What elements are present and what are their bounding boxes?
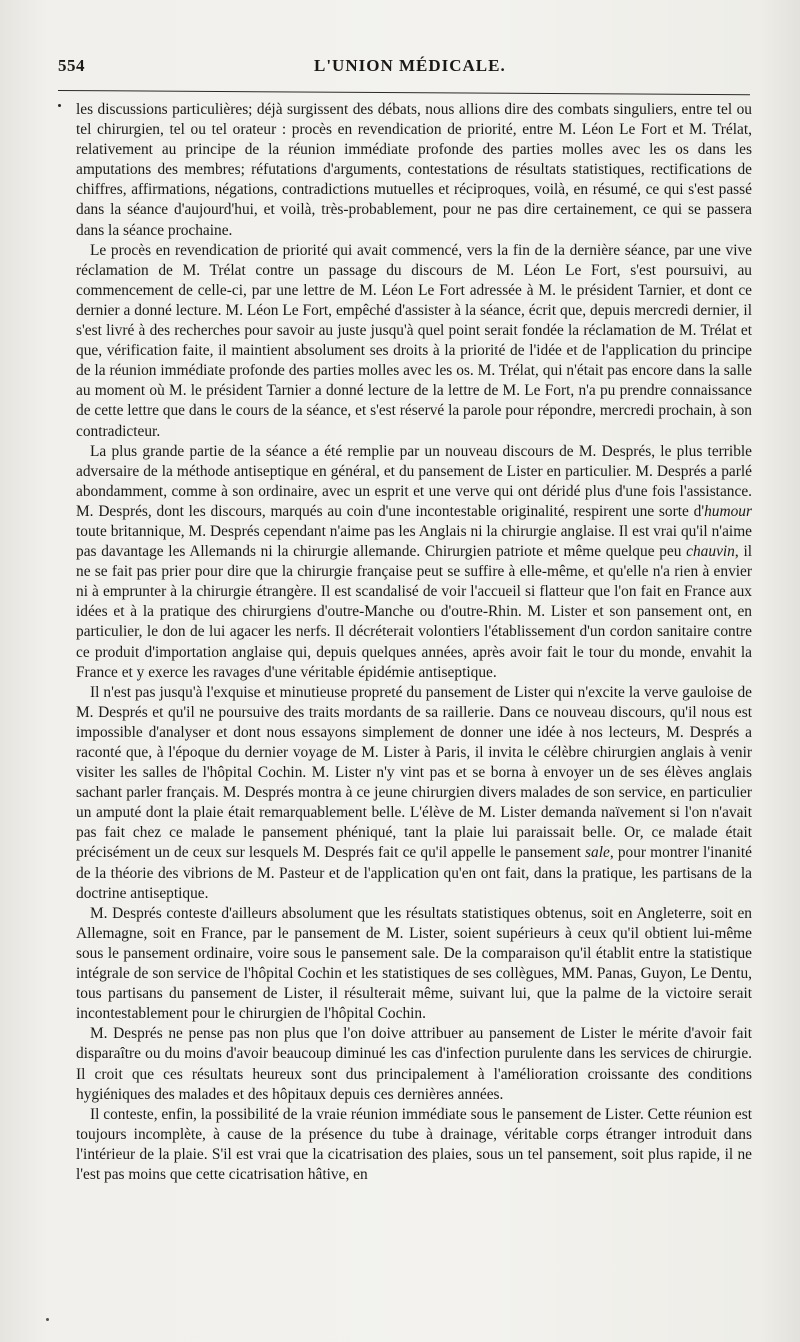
margin-mark xyxy=(58,104,61,107)
article-body xyxy=(76,100,752,1185)
paragraph xyxy=(76,442,752,683)
paragraph: M. Després conteste d'ailleurs absolument que les résultats statistiques obtenus, soit en Angleterre, soit en Allemagne, soit en France, par le pansement de M. Lister, soient supérieurs à ceux qu'il obtient lui-même sous le pansement ordinaire, voire sous le pansement sale. De la comparaison qu'il établit entre la statistique intégrale de son service de l'hôpital Cochin et les statistiques de ses collègues, MM. Panas, Guyon, Le Dentu, tous partisans du pansement de Lister, il résulterait même, suivant lui, que la palme de la victoire serait incontestablement pour le chirurgien de l'hôpital Cochin. xyxy=(76,904,752,1023)
paragraph: les discussions particulières; déjà surgissent des débats, nous allions dire des combats singuliers, entre tel ou tel chirurgien, tel ou tel orateur : procès en revendication de priorité, entre M. Léon Le Fort et M. Trélat, relativement au principe de la réunion immédiate profonde des parties molles avec les os dans les amputations des membres; réfutations d'arguments, contestations de résultats statistiques, rectifications de chiffres, affirmations, négations, contradictions mutuelles et réciproques, voilà, en résumé, ce qui s'est passé dans la séance d'aujourd'hui, et voilà, très-probablement, pour ne pas dire certainement, ce qui se passera dans la séance prochaine. xyxy=(76,101,752,239)
margin-mark xyxy=(46,1318,49,1321)
paragraph-segment: toute britannique, M. Després cependant n'aime pas les Anglais ni la chirurgie anglaise. Il est vrai qu'il n'aime pas davantage les Allemands ni la chirurgie allemande. Chirurgien patriote et même quelque peu xyxy=(76,522,752,561)
paragraph-segment: , pour montrer l'inanité de la théorie des vibrions de M. Pasteur et de l'application qu'en ont fait, dans la pratique, les partisans de la doctrine antiseptique. xyxy=(76,844,752,902)
paragraph-segment: , il ne se fait pas prier pour dire que la chirurgie française peut se suffire à elle-même, et qu'elle n'a rien à envier ni à emprunter à la chirurgie étrangère. Il est scandalisé de voir l'accueil si flatteur que l'on fait en France aux idées et à la pratique des chirurgiens d'outre-Manche ou d'outre-Rhin. M. Lister et son pansement ont, en particulier, le don de lui agacer les nerfs. Il décréterait volontiers l'établissement d'un cordon sanitaire contre ce produit d'importation anglaise qui, depuis quelques années, après avoir fait le tour du monde, envahit la France et y exerce les ravages d'une véritable épidémie antiseptique. xyxy=(76,543,752,681)
header-rule xyxy=(58,90,750,95)
italic-term: humour xyxy=(704,502,752,520)
page-number: 554 xyxy=(58,56,85,75)
italic-term: chauvin xyxy=(686,543,735,561)
page-header xyxy=(58,56,748,84)
paragraph: M. Després ne pense pas non plus que l'on doive attribuer au pansement de Lister le mérite d'avoir fait disparaître ou du moins d'avoir beaucoup diminué les cas d'infection purulente dans les services de chirurgie. Il croit que ces résultats heureux sont dus principalement à l'amélioration croissante des conditions hygiéniques des malades et des hôpitaux depuis ces dernières années. xyxy=(76,1025,752,1103)
paragraph xyxy=(76,683,752,904)
running-title: L'UNION MÉDICALE. xyxy=(314,56,506,75)
paragraph-segment: La plus grande partie de la séance a été remplie par un nouveau discours de M. Després, le plus terrible adversaire de la méthode antiseptique en général, et du pansement de Lister en particulier. M. Després a parlé abondamment, comme à son ordinaire, avec un esprit et une verve qui ont déridé plus d'une fois l'assistance. M. Després, dont les discours, marqués au coin d'une incontestable originalité, respirent une sorte d' xyxy=(76,442,752,520)
paragraph-segment: Il n'est pas jusqu'à l'exquise et minutieuse propreté du pansement de Lister qui n'excite la verve gauloise de M. Després et qu'il ne poursuive des traits mordants de sa raillerie. Dans ce nouveau discours, qu'il nous est impossible d'analyser et dont nous essayons simplement de donner une idée à nos lecteurs, M. Després a raconté que, à l'époque du dernier voyage de M. Lister à Paris, il invita le célèbre chirurgien anglais à venir visiter les salles de l'hôpital Cochin. M. Lister n'y vint pas et se borna à envoyer un de ses élèves anglais sachant parler français. M. Després montra à ce jeune chirurgien divers malades de son service, en particulier un amputé dont la plaie était remarquablement belle. L'élève de M. Lister demanda naïvement si l'on n'avait pas fait chez ce malade le pansement phéniqué, tant la plaie lui paraissait belle. Or, ce malade était précisément un de ceux sur lesquels M. Després fait ce qu'il appelle le pansement xyxy=(76,683,752,862)
paragraph: Il conteste, enfin, la possibilité de la vraie réunion immédiate sous le pansement de Lister. Cette réunion est toujours incomplète, à cause de la présence du tube à drainage, véritable corps étranger introduit dans l'intérieur de la plaie. S'il est vrai que la cicatrisation des plaies, sous un tel pansement, soit plus rapide, il ne l'est pas moins que cette cicatrisation hâtive, en xyxy=(76,1105,752,1183)
italic-term: sale xyxy=(585,844,610,862)
paragraph: Le procès en revendication de priorité qui avait commencé, vers la fin de la dernière séance, par une vive réclamation de M. Trélat contre un passage du discours de M. Léon Le Fort, s'est poursuivi, au commencement de celle-ci, par une lettre de M. Léon Le Fort adressée à M. le président Tarnier, et dont ce dernier a donné lecture. M. Léon Le Fort, empêché d'assister à la séance, écrit que, depuis mercredi dernier, il s'est livré à des recherches pour savoir au juste jusqu'à quel point serait fondée la réclamation de M. Trélat et que, vérification faite, il maintient absolument ses droits à la priorité de l'idée et de l'application du principe de la réunion immédiate profonde des parties molles avec les os. M. Trélat, qui n'était pas encore dans la salle au moment où M. le président Tarnier a donné lecture de la lettre de M. Le Fort, n'a pu prendre connaissance de cette lettre que dans le cours de la séance, et s'est réservé la parole pour répondre, mercredi prochain, à son contradicteur. xyxy=(76,241,752,440)
